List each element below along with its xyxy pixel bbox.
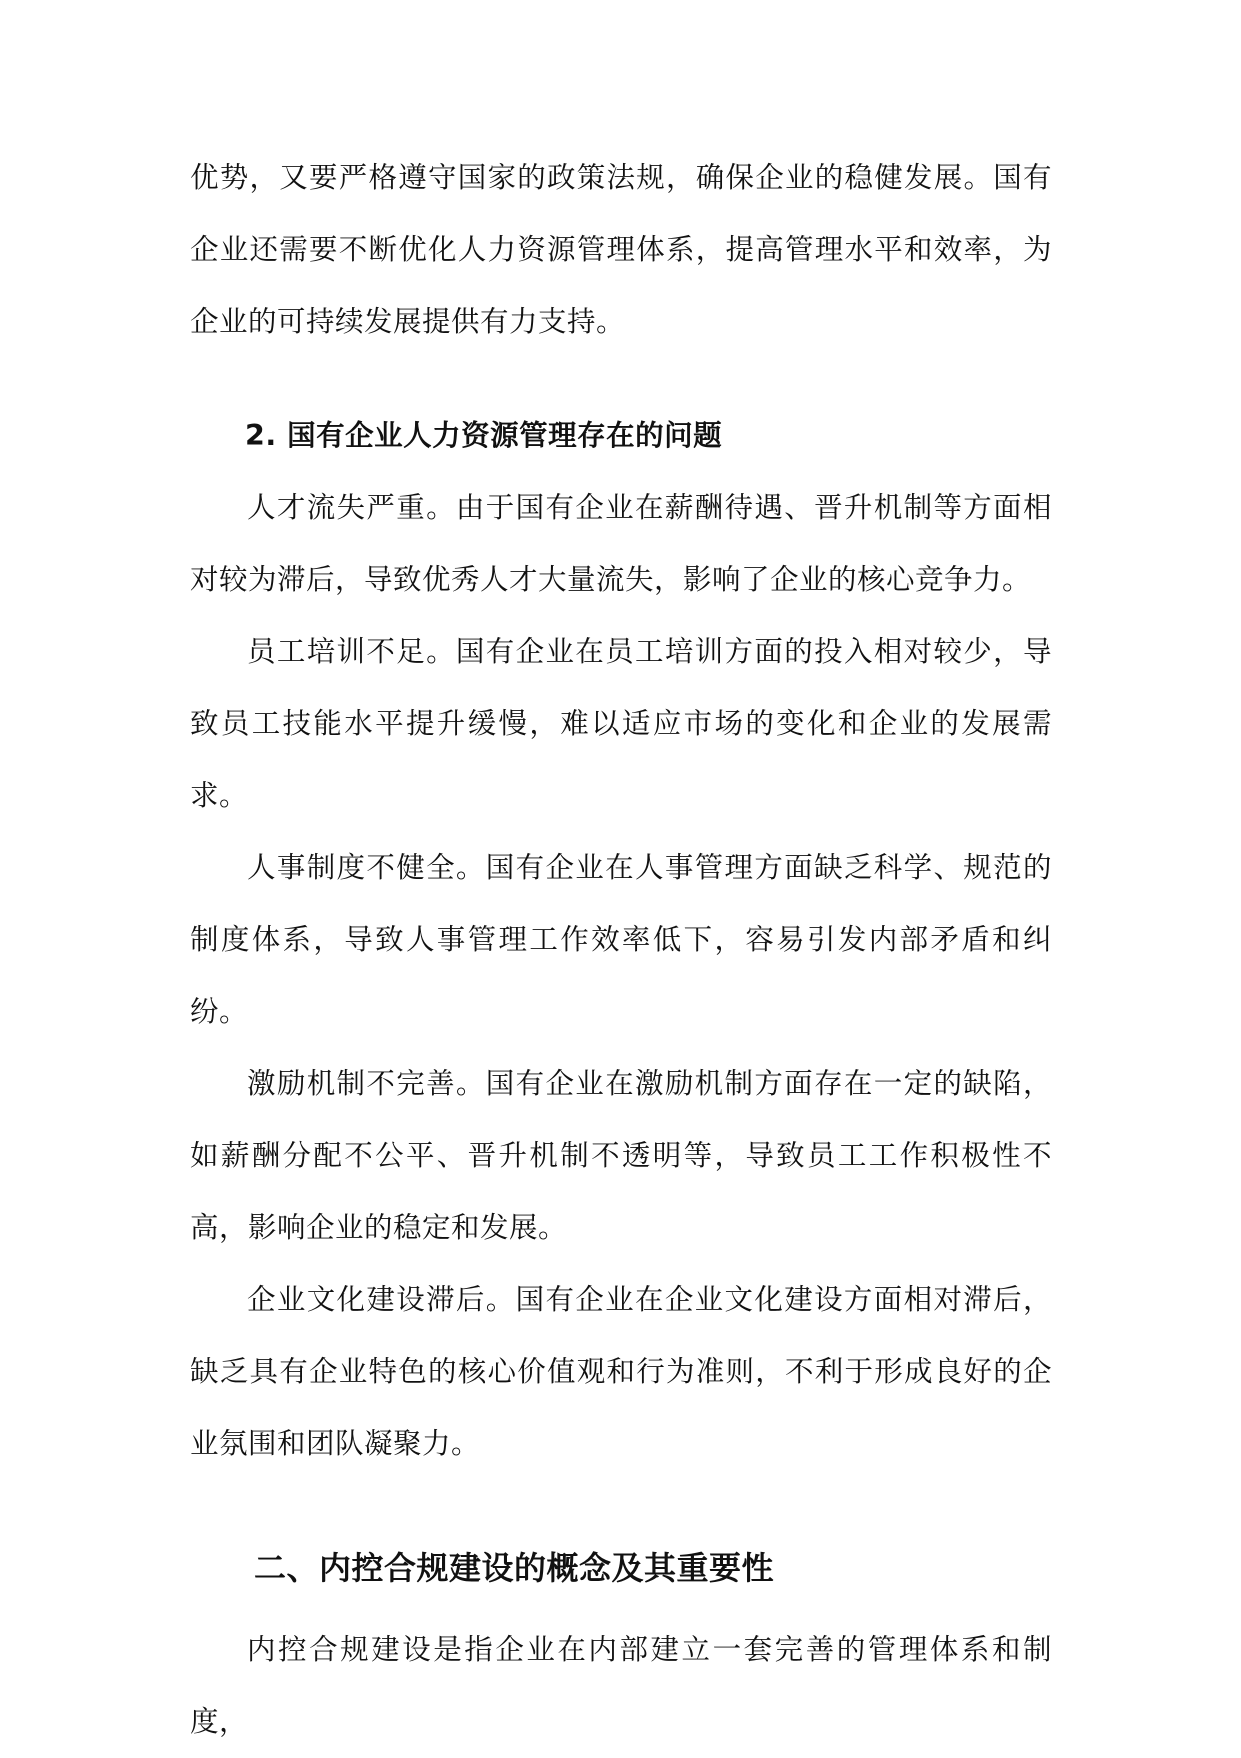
problem-paragraph-talent-loss: 人才流失严重。由于国有企业在薪酬待遇、晋升机制等方面相对较为滞后，导致优秀人才大量流失，影响了企业的核心竞争力。 <box>190 491 1052 596</box>
chapter-2-heading: 二、内控合规建设的概念及其重要性 <box>254 1549 775 1587</box>
problem-paragraph-training: 员工培训不足。国有企业在员工培训方面的投入相对较少，导致员工技能水平提升缓慢，难以适应市场的变化和企业的发展需求。 <box>190 635 1052 812</box>
intro-paragraph: 优势，又要严格遵守国家的政策法规，确保企业的稳健发展。国有企业还需要不断优化人力资源管理体系，提高管理水平和效率，为企业的可持续发展提供有力支持。 <box>190 161 1052 338</box>
problem-paragraph-incentives: 激励机制不完善。国有企业在激励机制方面存在一定的缺陷，如薪酬分配不公平、晋升机制不透明等，导致员工工作积极性不高，影响企业的稳定和发展。 <box>190 1067 1052 1244</box>
document-body <box>190 142 1052 1758</box>
chapter-2-paragraph: 内控合规建设是指企业在内部建立一套完善的管理体系和制度， <box>190 1633 1052 1738</box>
section-2-heading: 2. 国有企业人力资源管理存在的问题 <box>245 419 723 452</box>
problem-paragraph-personnel-system: 人事制度不健全。国有企业在人事管理方面缺乏科学、规范的制度体系，导致人事管理工作效率低下，容易引发内部矛盾和纠纷。 <box>190 851 1052 1028</box>
problem-paragraph-culture: 企业文化建设滞后。国有企业在企业文化建设方面相对滞后，缺乏具有企业特色的核心价值观和行为准则，不利于形成良好的企业氛围和团队凝聚力。 <box>190 1283 1052 1460</box>
